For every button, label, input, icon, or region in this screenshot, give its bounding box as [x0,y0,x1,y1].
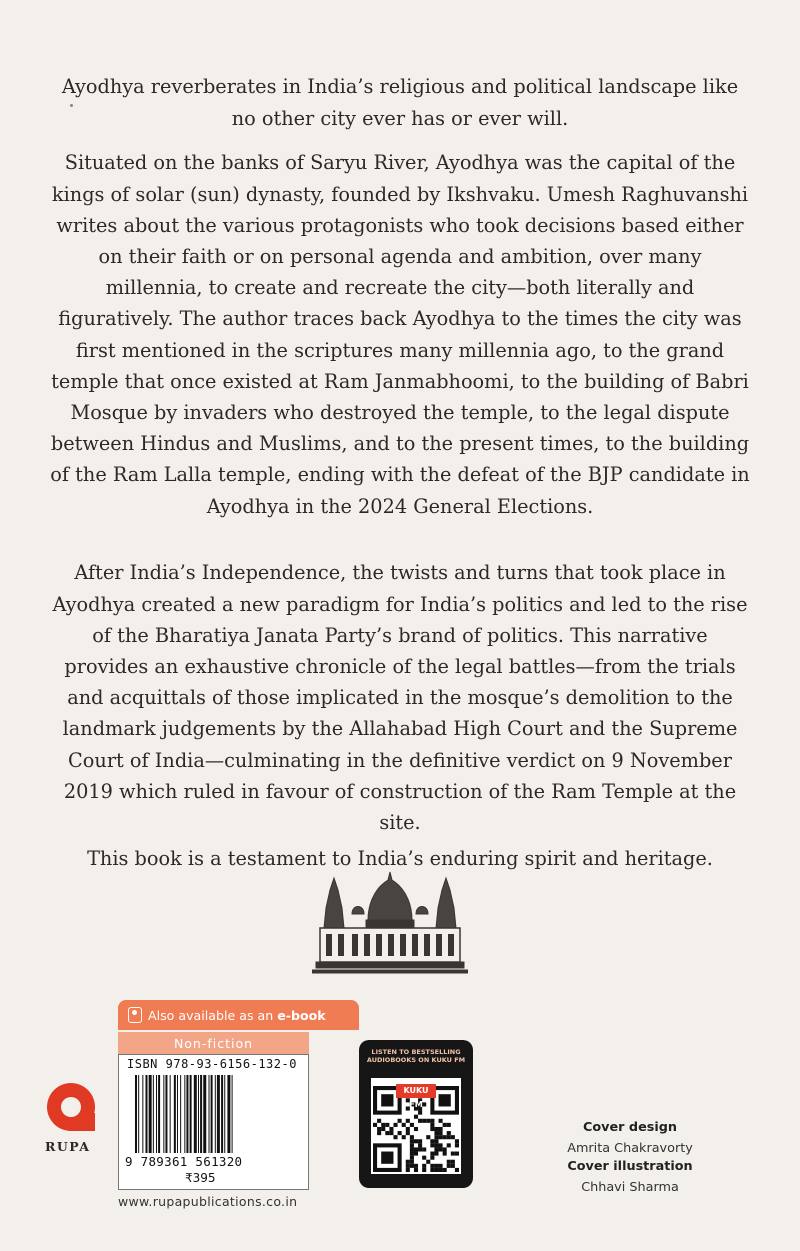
barcode-box [118,1054,309,1190]
cover-illustrator: Chhavi Sharma [581,1180,679,1195]
temple-illustration [312,868,468,976]
cover-design-label: Cover design [582,1120,678,1135]
barcode-digits: 9 789361 561320 [125,1154,243,1169]
ebook-label: Also available as an [148,1007,274,1023]
blurb-paragraph-2: Situated on the banks of Saryu River, Ayodhya was the capital of the kings of solar (sun) dynasty, founded by Ikshvaku. Umesh Raghuvanshi writes about the various protagonists who took decisions based either on their faith or on personal agenda and ambition, over many millennia, to create and recreate the city—both literally and figuratively. The author traces back Ayodhya to the times the city was first mentioned in the scriptures many millennia ago, to the grand temple that once existed at Ram Janmabhoomi, to the building of Babri Mosque by invaders who destroyed the temple, to the legal dispute between Hindus and Muslims, and to the present times, to the building of the Ram Lalla temple, ending with the defeat of the BJP candidate in Ayodhya in the 2024 General Elections. [50,151,750,518]
ebook-highlight: e-book [277,1007,326,1023]
cover-illustration-label: Cover illustration [567,1159,693,1174]
category-label: Non-fiction [118,1032,309,1054]
rupa-logo-icon [47,1083,95,1131]
kuku-tagline: LISTEN TO BESTSELLING AUDIOBOOKS ON KUKU FM [366,1048,466,1064]
blurb-paragraph-1: Ayodhya reverberates in India’s religious and political landscape like no other city ever has or ever will. [61,75,739,130]
ebook-banner [118,1000,359,1030]
price: ₹395 [185,1171,216,1185]
publisher-name: RUPA [45,1139,91,1154]
publisher-website: www.rupapublications.co.in [118,1194,298,1209]
ebook-icon [128,1007,142,1023]
isbn-text: ISBN 978-93-6156-132-0 [127,1057,297,1071]
kuku-fm-card [359,1040,473,1188]
cover-designer: Amrita Chakravorty [567,1141,693,1156]
blurb-paragraph-4: This book is a testament to India’s enduring spirit and heritage. [87,847,713,871]
blurb-paragraph-3: After India’s Independence, the twists and turns that took place in Ayodhya created a new paradigm for India’s politics and led to the rise of the Bharatiya Janata Party’s brand of politics. This narrative provides an exhaustive chronicle of the legal battles—from the trials and acquittals of those implicated in the mosque’s demolition to the landmark judgements by the Allahabad High Court and the Supreme Court of India—culminating in the definitive verdict on 9 November 2019 which ruled in favour of construction of the Ram Temple at the site. [52,561,748,834]
barcode [135,1075,301,1153]
kuku-fm-badge: KUKU FM [396,1084,436,1098]
